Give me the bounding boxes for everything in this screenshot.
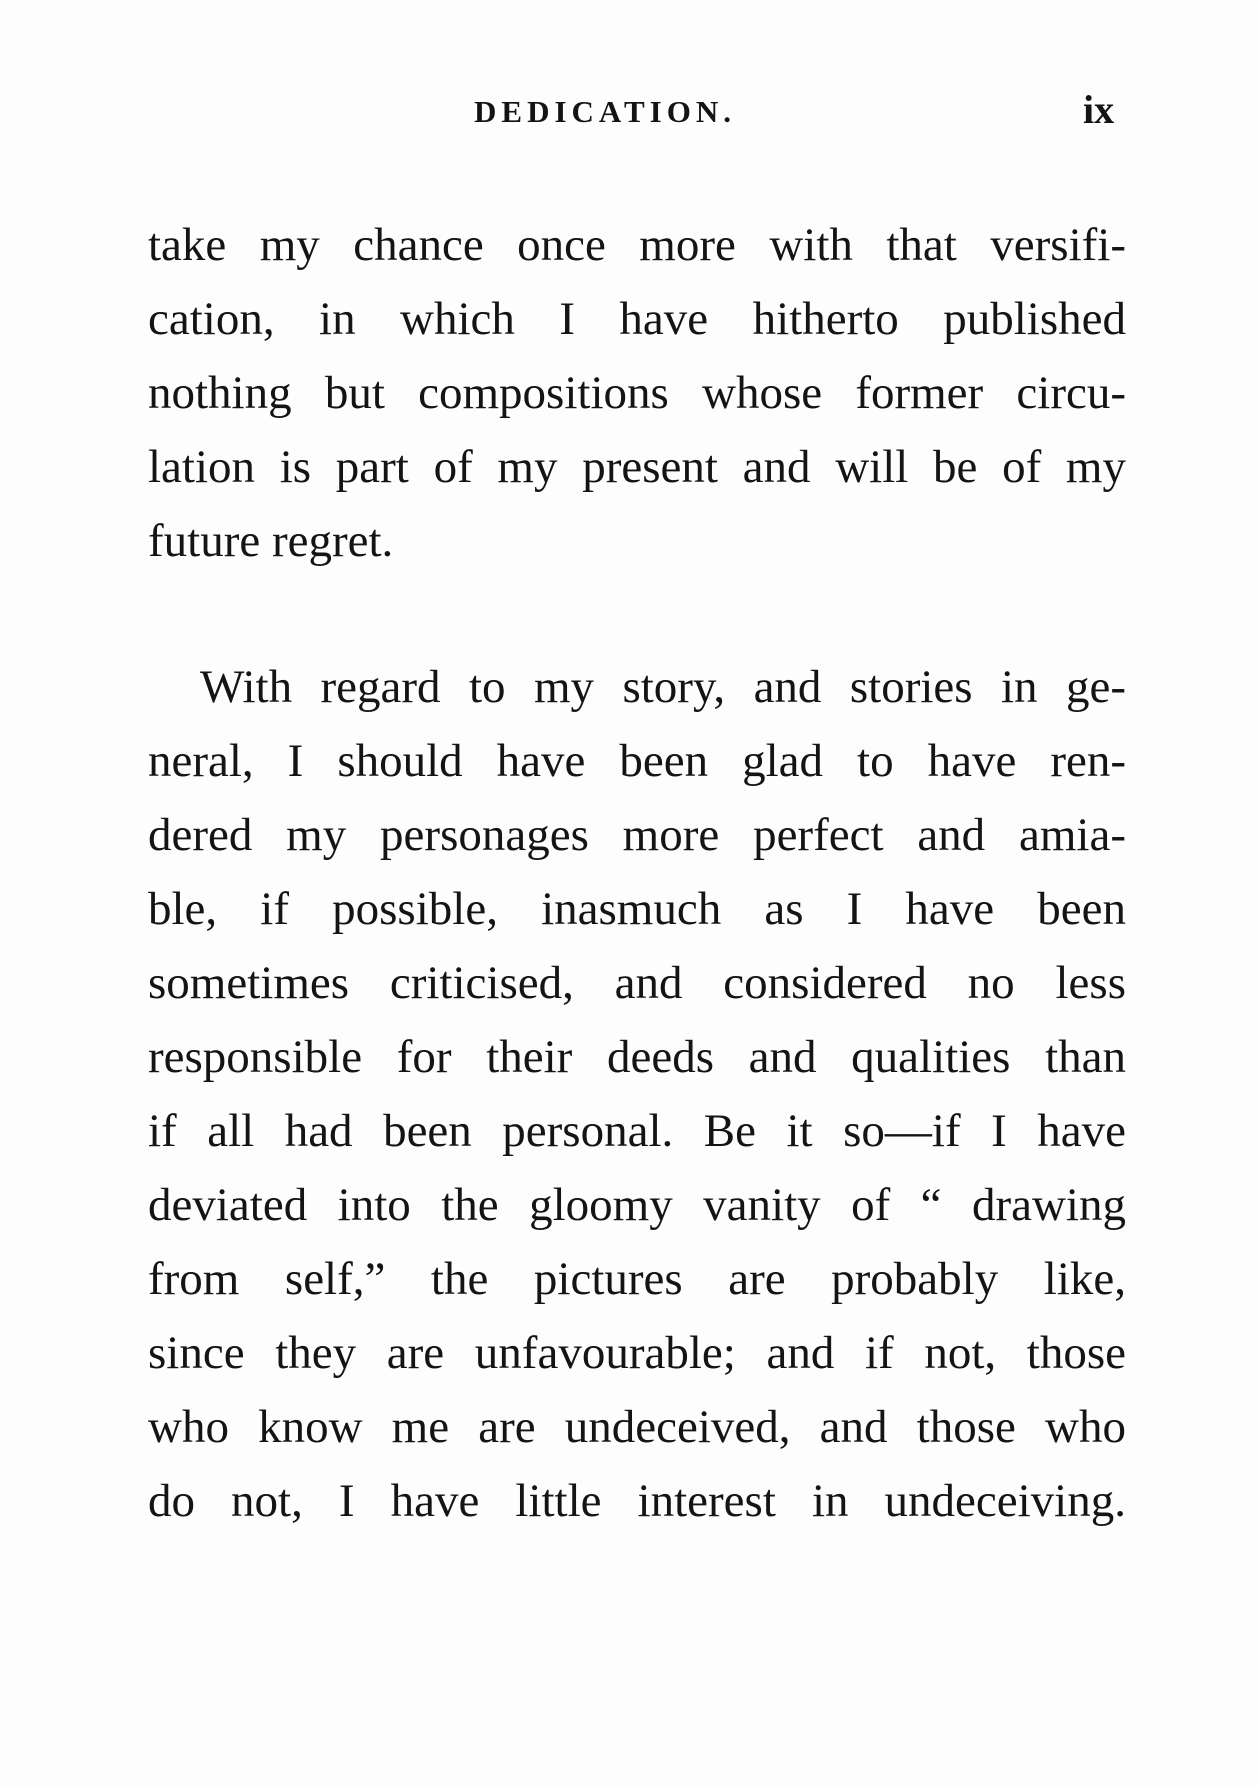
text-line: cation, in which I have hitherto published (148, 293, 1126, 345)
text-line: neral, I should have been glad to have ren- (148, 735, 1126, 787)
text-line: responsible for their deeds and qualities than (148, 1031, 1126, 1083)
text-line: dered my personages more perfect and amia- (148, 809, 1126, 861)
running-head (0, 87, 1259, 132)
text-line: who know me are undeceived, and those who (148, 1401, 1126, 1453)
text-line: nothing but compositions whose former circu- (148, 367, 1126, 419)
running-title: DEDICATION. (474, 94, 736, 129)
paragraph-1 (148, 208, 1126, 578)
text-line: do not, I have little interest in undeceiving. (148, 1475, 1126, 1527)
text-line: lation is part of my present and will be of my (148, 441, 1126, 493)
text-line: if all had been personal. Be it so—if I have (148, 1105, 1126, 1157)
text-line: With regard to my story, and stories in ge- (200, 661, 1126, 713)
text-line: since they are unfavourable; and if not, those (148, 1327, 1126, 1379)
paragraph-2 (148, 650, 1126, 1538)
text-line: deviated into the gloomy vanity of “ drawing (148, 1179, 1126, 1231)
text-line: future regret. (148, 515, 394, 567)
text-line: ble, if possible, inasmuch as I have been (148, 883, 1126, 935)
text-line: take my chance once more with that versifi- (148, 219, 1126, 271)
text-line: sometimes criticised, and considered no less (148, 957, 1126, 1009)
page-number: ix (1083, 87, 1115, 132)
text-line: from self,” the pictures are probably like, (148, 1253, 1126, 1305)
